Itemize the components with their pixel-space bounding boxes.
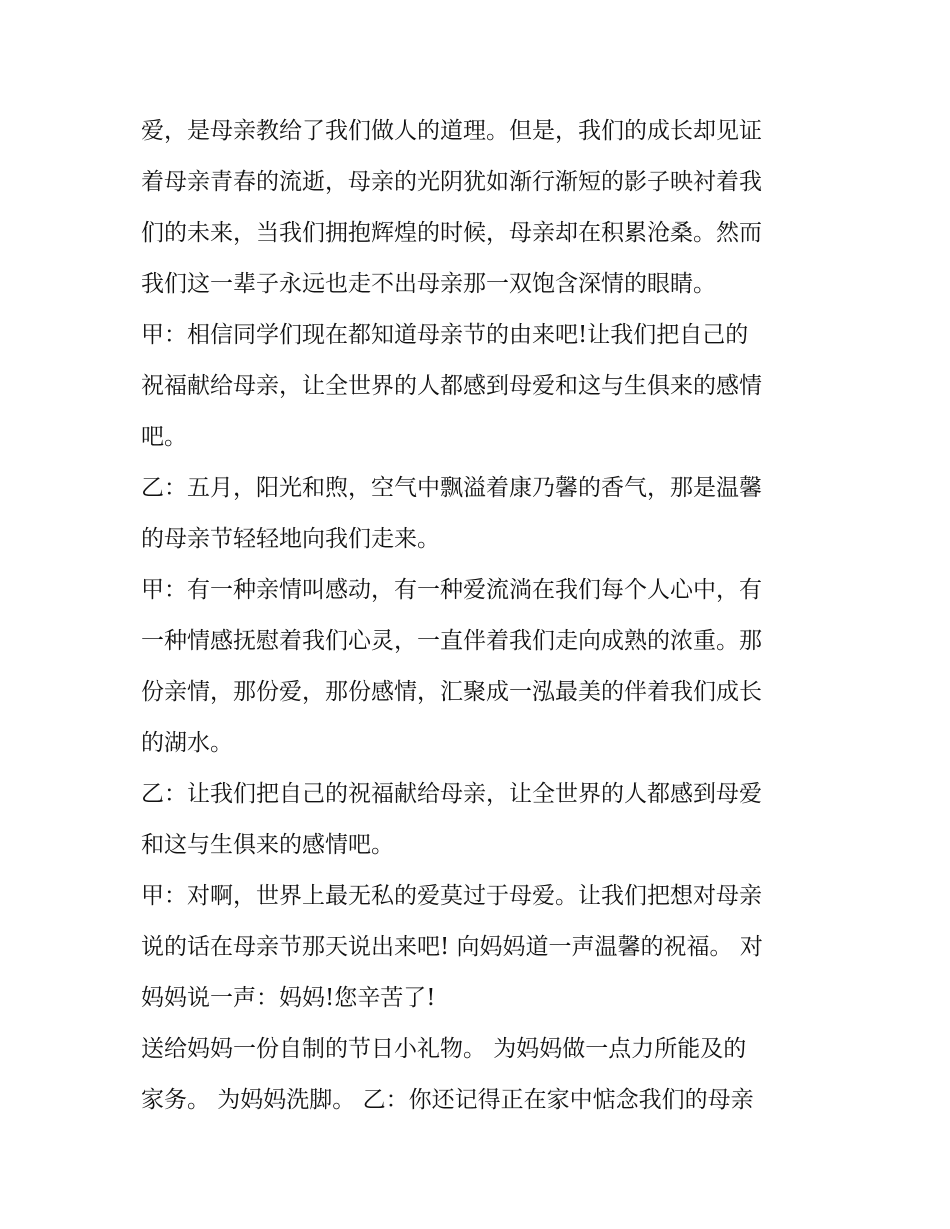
text-line: 爱，是母亲教给了我们做人的道理。但是，我们的成长却见证	[141, 118, 762, 144]
text-line: 我们这一辈子永远也走不出母亲那一双饱含深情的眼睛。	[141, 271, 716, 297]
text-line: 的湖水。	[141, 730, 233, 756]
text-line: 乙：五月，阳光和煦，空气中飘溢着康乃馨的香气，那是温馨	[141, 475, 762, 501]
text-line: 们的未来，当我们拥抱辉煌的时候，母亲却在积累沧桑。然而	[141, 220, 762, 246]
text-line: 甲：对啊，世界上最无私的爱莫过于母爱。让我们把想对母亲	[141, 883, 762, 909]
text-line: 吧。	[141, 424, 187, 450]
text-line: 甲：相信同学们现在都知道母亲节的由来吧!让我们把自己的	[141, 322, 749, 348]
text-line: 和这与生俱来的感情吧。	[141, 832, 394, 858]
text-line: 家务。 为妈妈洗脚。 乙：你还记得正在家中惦念我们的母亲	[141, 1087, 754, 1113]
text-line: 送给妈妈一份自制的节日小礼物。 为妈妈做一点力所能及的	[141, 1036, 747, 1062]
text-line: 份亲情，那份爱，那份感情，汇聚成一泓最美的伴着我们成长	[141, 679, 762, 705]
text-line: 乙：让我们把自己的祝福献给母亲，让全世界的人都感到母爱	[141, 781, 762, 807]
text-line: 着母亲青春的流逝，母亲的光阴犹如渐行渐短的影子映衬着我	[141, 169, 762, 195]
text-line: 妈妈说一声：妈妈!您辛苦了!	[141, 985, 436, 1011]
text-line: 一种情感抚慰着我们心灵，一直伴着我们走向成熟的浓重。那	[141, 628, 762, 654]
document-body	[141, 106, 821, 1126]
text-line: 甲：有一种亲情叫感动，有一种爱流淌在我们每个人心中，有	[141, 577, 762, 603]
text-line: 祝福献给母亲，让全世界的人都感到母爱和这与生俱来的感情	[141, 373, 762, 399]
text-line: 说的话在母亲节那天说出来吧! 向妈妈道一声温馨的祝福。 对	[141, 934, 763, 960]
text-line: 的母亲节轻轻地向我们走来。	[141, 526, 440, 552]
